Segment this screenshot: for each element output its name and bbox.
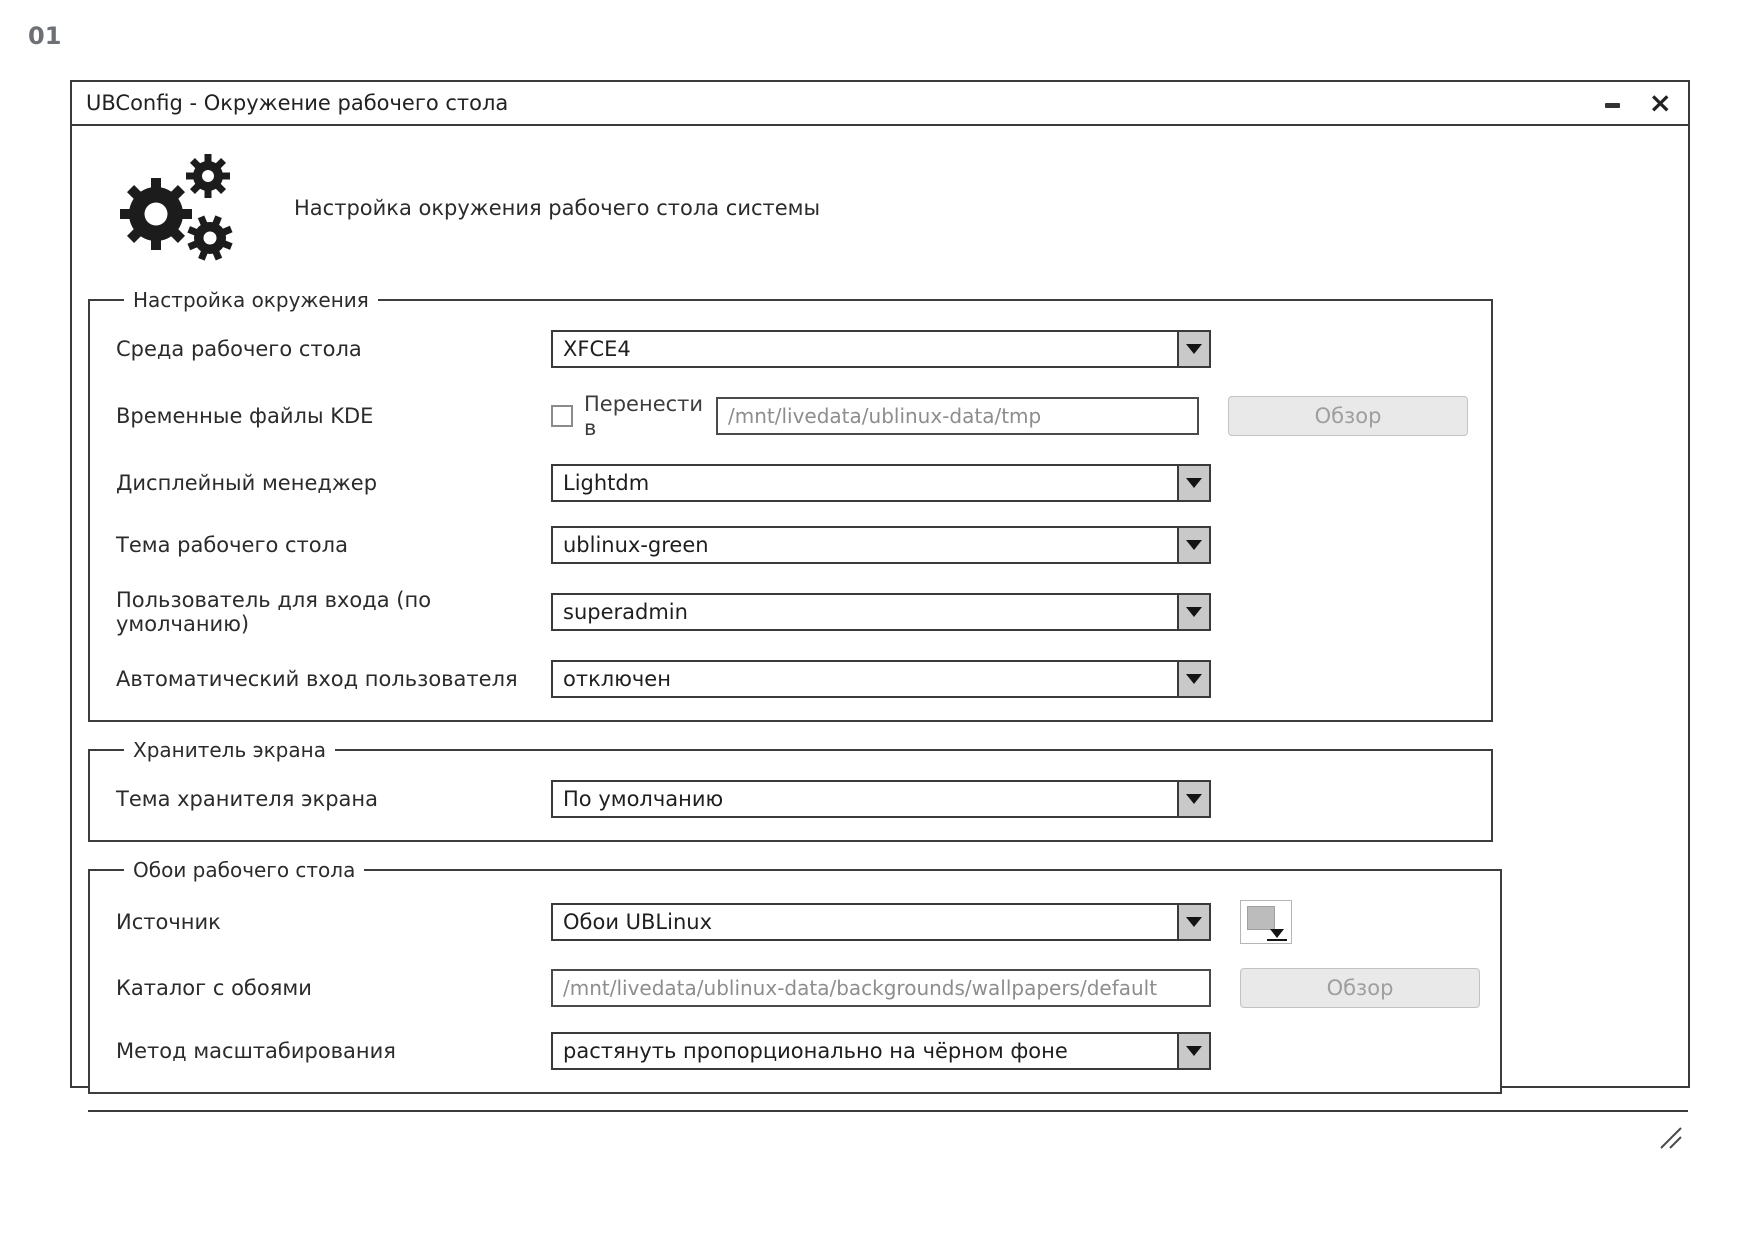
- gears-icon: [114, 152, 238, 264]
- row-wallpaper-directory: [116, 968, 1480, 1008]
- group-wallpaper: [88, 858, 1502, 1094]
- chevron-down-icon[interactable]: [1177, 466, 1209, 500]
- status-bar: [88, 1110, 1688, 1158]
- group-screensaver: [88, 738, 1493, 842]
- row-display-manager: [116, 464, 1471, 502]
- minimize-icon: [1605, 103, 1620, 108]
- kde-tmp-browse-button[interactable]: Обзор: [1228, 396, 1468, 436]
- chevron-down-icon[interactable]: [1177, 1034, 1209, 1068]
- chevron-down-icon[interactable]: [1177, 662, 1209, 696]
- chevron-down-icon[interactable]: [1177, 905, 1209, 939]
- field-label: Каталог с обоями: [116, 976, 312, 1000]
- field-label: Автоматический вход пользователя: [116, 667, 518, 691]
- row-screensaver-theme: [116, 780, 1471, 818]
- color-swatch-icon: [1247, 906, 1275, 930]
- field-label: Тема хранителя экрана: [116, 787, 379, 811]
- window-titlebar: [72, 82, 1688, 126]
- page-number: 01: [28, 22, 62, 50]
- field-label: Метод масштабирования: [116, 1039, 396, 1063]
- scaling-method-select[interactable]: [551, 1032, 1211, 1070]
- resize-grip-icon[interactable]: [1658, 1125, 1682, 1153]
- wallpaper-color-picker-button[interactable]: [1240, 900, 1292, 944]
- chevron-down-icon: [1270, 929, 1284, 938]
- minimize-button[interactable]: [1603, 90, 1623, 116]
- selected-value: XFCE4: [563, 337, 631, 361]
- app-window: [70, 80, 1690, 1088]
- group-screensaver-legend: Хранитель экрана: [133, 738, 326, 762]
- screensaver-theme-select[interactable]: [551, 780, 1211, 818]
- chevron-down-icon[interactable]: [1177, 528, 1209, 562]
- row-wallpaper-source: [116, 900, 1480, 944]
- row-login-user: [116, 588, 1471, 636]
- chevron-down-icon[interactable]: [1177, 595, 1209, 629]
- field-label: Среда рабочего стола: [116, 337, 362, 361]
- window-content: [72, 126, 1688, 1158]
- field-label: Тема рабочего стола: [116, 533, 348, 557]
- move-to-checkbox[interactable]: [551, 405, 573, 427]
- field-label: Временные файлы KDE: [116, 404, 374, 428]
- row-scaling-method: [116, 1032, 1480, 1070]
- auto-login-select[interactable]: [551, 660, 1211, 698]
- row-auto-login: [116, 660, 1471, 698]
- move-to-checkbox-label: Перенести в: [584, 392, 704, 440]
- chevron-down-icon[interactable]: [1177, 782, 1209, 816]
- selected-value: отключен: [563, 667, 671, 691]
- close-button[interactable]: ×: [1648, 86, 1672, 119]
- window-title: UBConfig - Окружение рабочего стола: [86, 91, 509, 115]
- wallpaper-source-select[interactable]: [551, 903, 1211, 941]
- field-label: Источник: [116, 910, 221, 934]
- login-user-select[interactable]: [551, 593, 1211, 631]
- selected-value: Обои UBLinux: [563, 910, 713, 934]
- desktop-environment-select[interactable]: [551, 330, 1211, 368]
- wallpaper-browse-button[interactable]: Обзор: [1240, 968, 1480, 1008]
- row-desktop-environment: [116, 330, 1471, 368]
- row-kde-temp-files: [116, 392, 1471, 440]
- selected-value: superadmin: [563, 600, 688, 624]
- desktop-theme-select[interactable]: [551, 526, 1211, 564]
- row-desktop-theme: [116, 526, 1471, 564]
- chevron-down-icon[interactable]: [1177, 332, 1209, 366]
- kde-tmp-path-input[interactable]: /mnt/livedata/ublinux-data/tmp: [716, 397, 1199, 435]
- selected-value: Lightdm: [563, 471, 650, 495]
- selected-value: ublinux-green: [563, 533, 709, 557]
- field-label: Пользователь для входа (по умолчанию): [116, 588, 432, 636]
- group-environment: [88, 288, 1493, 722]
- wallpaper-directory-input[interactable]: /mnt/livedata/ublinux-data/backgrounds/wallpapers/default: [551, 969, 1211, 1007]
- window-caption: Настройка окружения рабочего стола системы: [294, 196, 821, 220]
- selected-value: По умолчанию: [563, 787, 724, 811]
- group-wallpaper-legend: Обои рабочего стола: [133, 858, 356, 882]
- field-label: Дисплейный менеджер: [116, 471, 378, 495]
- picker-underline: [1267, 939, 1287, 941]
- header-row: [114, 152, 1688, 264]
- group-environment-legend: Настройка окружения: [133, 288, 369, 312]
- display-manager-select[interactable]: [551, 464, 1211, 502]
- selected-value: растянуть пропорционально на чёрном фоне: [563, 1039, 1068, 1063]
